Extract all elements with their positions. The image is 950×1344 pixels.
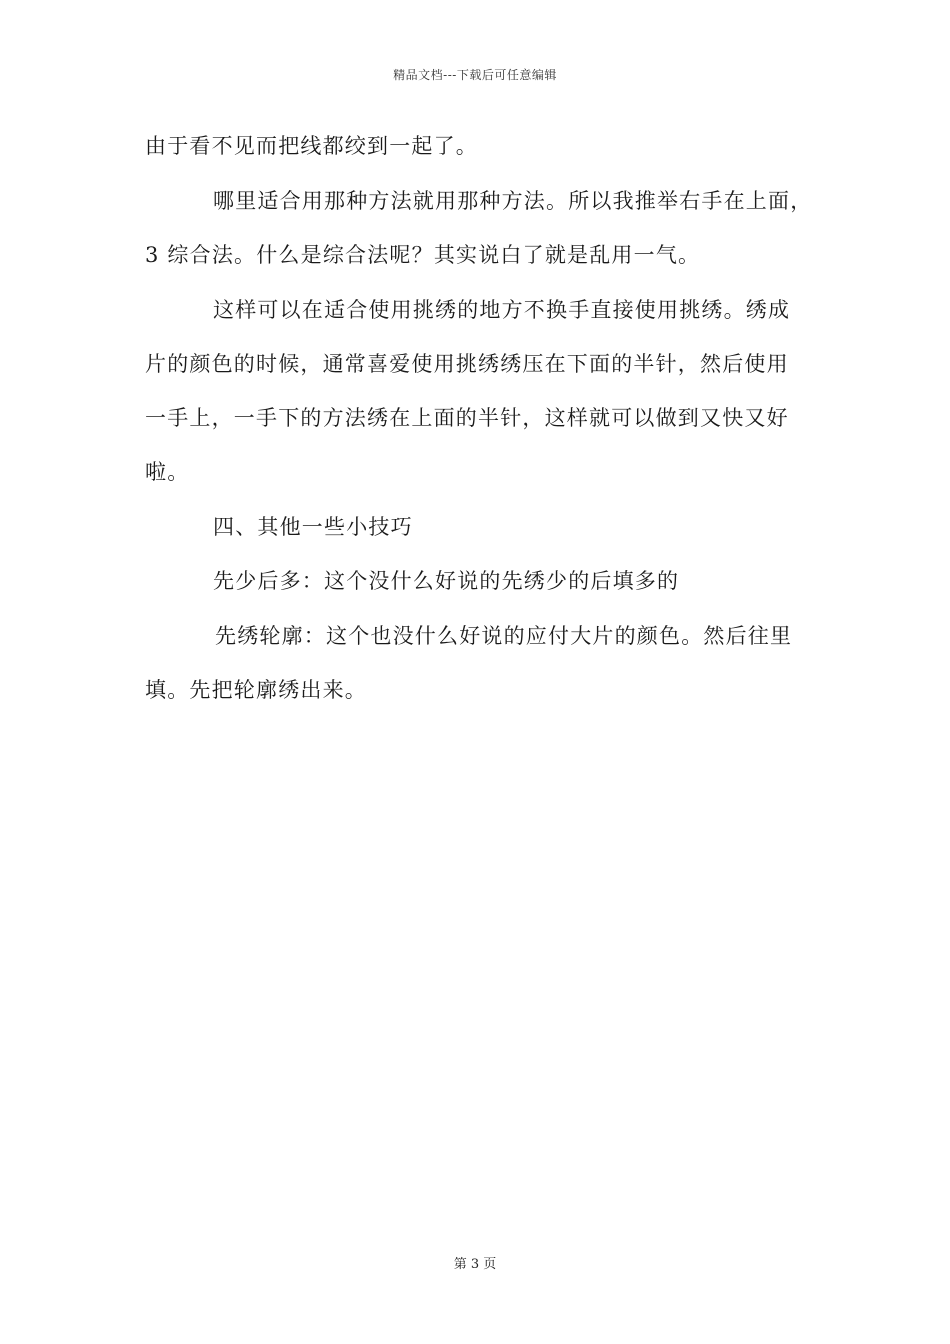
text-line: 填。先把轮廓绣出来。 [145,678,367,702]
section-heading: 四、其他一些小技巧 [213,515,413,539]
text-line: 先少后多：这个没什么好说的先绣少的后填多的 [213,569,680,593]
text-line: 这样可以在适合使用挑绣的地方不换手直接使用挑绣。绣成 [213,298,791,322]
text-line: 啦。 [145,460,190,484]
page-number: 第 3 页 [453,1257,497,1272]
text-line: 一手上，一手下的方法绣在上面的半针，这样就可以做到又快又好 [145,406,789,430]
page-header: 精品文档---下载后可任意编辑 [393,68,557,82]
text-line: 3 综合法。什么是综合法呢？其实说白了就是乱用一气。 [145,243,701,267]
text-line: 由于看不见而把线都绞到一起了。 [145,134,478,158]
text-line: 片的颜色的时候，通常喜爱使用挑绣绣压在下面的半针，然后使用 [145,352,789,376]
text-line: 哪里适合用那种方法就用那种方法。所以我推举右手在上面， [213,189,813,213]
document-body [145,132,813,705]
text-line: 先绣轮廓：这个也没什么好说的应付大片的颜色。然后往里 [215,624,793,648]
